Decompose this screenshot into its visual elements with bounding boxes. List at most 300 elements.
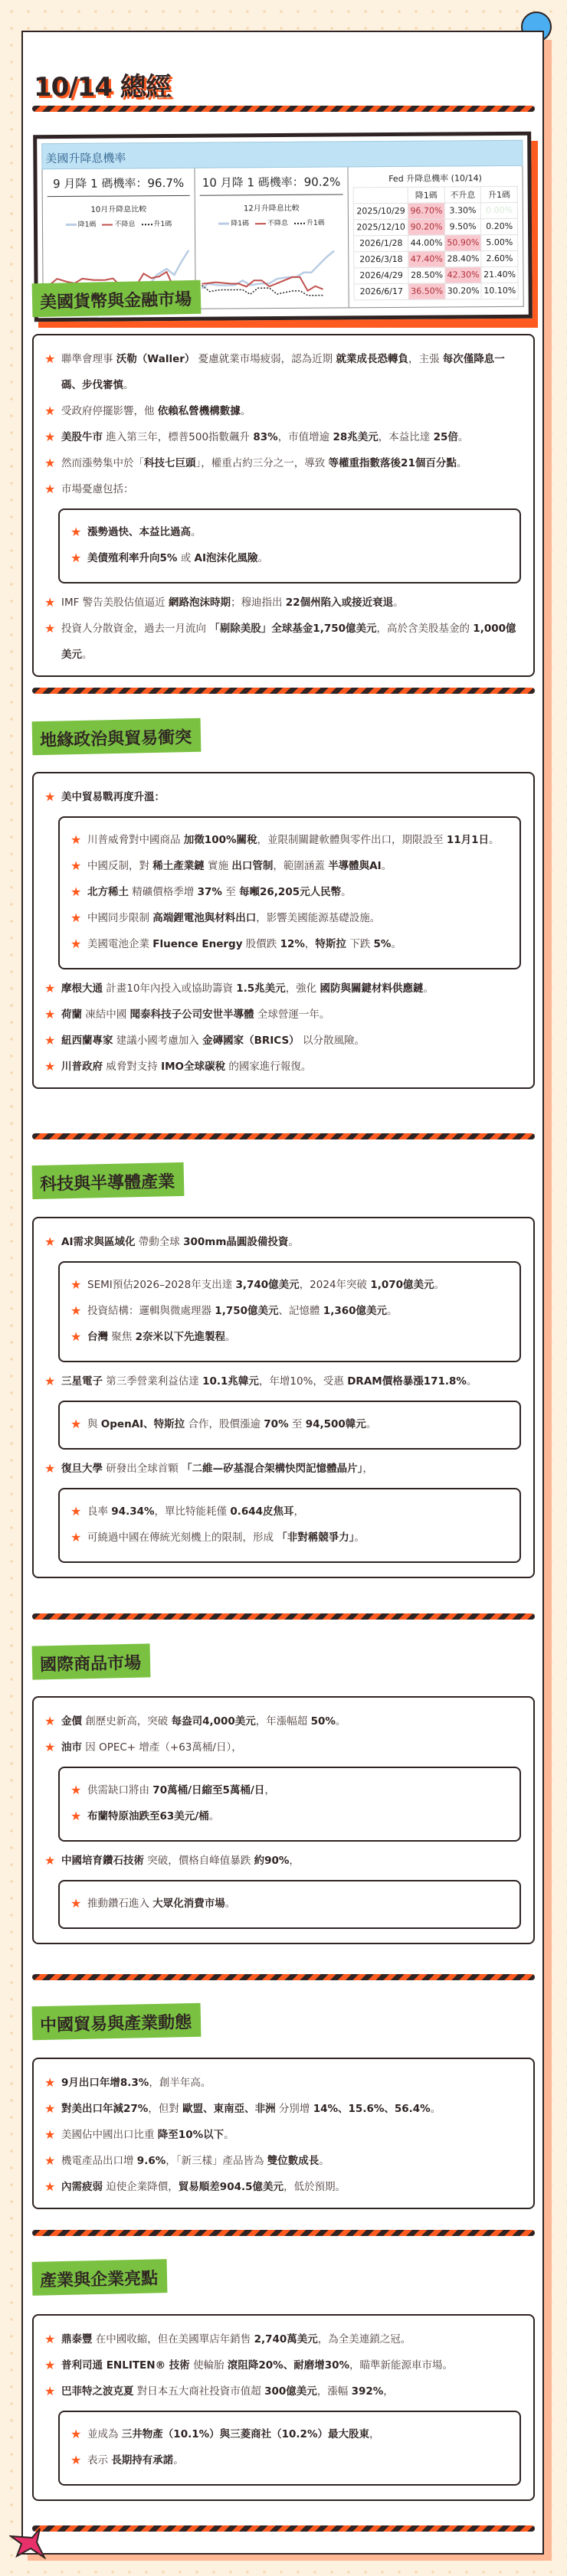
emphasis-text: 網路泡沫時期 xyxy=(168,597,231,609)
emphasis-text: OpenAI、特斯拉 xyxy=(100,1418,185,1430)
table-cell: 28.50% xyxy=(408,267,445,283)
legend-hold: 不降息 xyxy=(255,217,288,227)
body-text: 。 xyxy=(123,379,134,391)
section-title-corporate: 產業與企業亮點 xyxy=(32,2259,168,2296)
emphasis-text: 稀土產業鏈 xyxy=(152,860,205,872)
table-cell: 2026/1/28 xyxy=(354,235,408,251)
body-text: 可繞過中國在傳統光刻機上的限制，形成 xyxy=(87,1532,277,1544)
list-item xyxy=(70,1803,509,1829)
table-cell: 47.40% xyxy=(408,251,445,267)
body-text: 投資結構：邏輯與微處理器 xyxy=(87,1305,215,1317)
body-text: 良率 xyxy=(87,1505,112,1518)
body-text: 。 xyxy=(288,1236,299,1248)
emphasis-text: 12% xyxy=(280,938,305,950)
list-item xyxy=(44,346,521,398)
body-text: 對日本五大商社投資市值超 xyxy=(133,2385,265,2398)
body-text: ，2024年突破 xyxy=(299,1279,371,1291)
body-text: 。 xyxy=(457,431,469,443)
list-item xyxy=(44,1002,521,1028)
emphasis-text: 37% xyxy=(197,886,222,898)
body-text: ，主張 xyxy=(408,353,443,365)
emphasis-text: 3,740億美元 xyxy=(235,1279,300,1291)
list-item xyxy=(44,450,521,476)
star-icon: ★ xyxy=(70,1504,82,1518)
body-text: 建議小國考慮加入 xyxy=(113,1035,203,1047)
body-text: 。 xyxy=(434,1279,445,1291)
emphasis-text: 對美出口年減27% xyxy=(61,2103,149,2115)
table-cell: 0.00% xyxy=(481,202,518,218)
list-item xyxy=(70,931,509,957)
stripe-divider xyxy=(32,2525,535,2532)
emphasis-text: 2,740萬美元 xyxy=(254,2333,318,2346)
section-box-tech xyxy=(32,1217,535,1578)
nested-list-box xyxy=(58,816,521,969)
body-text: 。 xyxy=(335,1715,346,1728)
body-text: 凍結中國 xyxy=(82,1008,130,1021)
column-header: 降1碼 xyxy=(408,187,444,203)
emphasis-text: 50% xyxy=(310,1715,336,1728)
body-text: 。 xyxy=(225,1898,236,1910)
emphasis-text: 83% xyxy=(253,431,278,443)
list-item xyxy=(70,853,509,879)
fed-probability-table-panel xyxy=(348,166,523,309)
list-item xyxy=(44,2122,521,2148)
table-cell: 0.20% xyxy=(481,218,518,234)
body-text: 。 xyxy=(430,2103,441,2115)
list-item xyxy=(44,1054,521,1080)
body-text: 。 xyxy=(387,1305,398,1317)
body-text: ，漲幅 xyxy=(316,2385,352,2398)
body-text: ，瞄準新能源車市場。 xyxy=(349,2359,454,2372)
emphasis-text: 1,360億美元 xyxy=(323,1305,387,1317)
star-icon: ★ xyxy=(44,1059,56,1074)
emphasis-text: 高端鋰電池與材料出口 xyxy=(152,912,257,924)
emphasis-text: 三星電子 xyxy=(61,1375,103,1388)
list-item xyxy=(44,1708,521,1734)
body-text: 」，權重占約三分之一，導致 xyxy=(195,457,329,469)
body-text: ， xyxy=(289,1855,300,1867)
star-icon: ★ xyxy=(44,1374,56,1388)
emphasis-text: 2奈米以下先進製程 xyxy=(135,1331,225,1343)
body-text: 研發出全球首顆 xyxy=(103,1463,182,1475)
body-text: 受政府停擺影響，他 xyxy=(61,405,158,417)
emphasis-text: 金價 xyxy=(61,1715,82,1728)
emphasis-text: 9月出口年增8.3% xyxy=(61,2077,149,2089)
section-box-us-monetary xyxy=(32,334,535,677)
star-icon: ★ xyxy=(70,910,82,925)
emphasis-text: AI泡沫化風險 xyxy=(194,552,258,564)
body-text: 。 xyxy=(173,2454,184,2466)
emphasis-text: 降至10%以下 xyxy=(157,2129,225,2141)
emphasis-text: 「剔除美股」全球基金1,750億美元 xyxy=(209,623,377,635)
emphasis-text: 布蘭特原油跌至63美元/桶 xyxy=(87,1810,209,1822)
emphasis-text: 巴菲特之波克夏 xyxy=(61,2385,134,2398)
fed-probability-table xyxy=(352,169,518,300)
emphasis-text: 1,070億美元 xyxy=(370,1279,434,1291)
body-text: 。 xyxy=(224,2129,234,2141)
emphasis-text: 就業成長恐轉負 xyxy=(336,353,408,365)
list-item xyxy=(44,1456,521,1482)
emphasis-text: DRAM價格暴漲171.8% xyxy=(347,1375,467,1388)
emphasis-text: 紐西蘭專家 xyxy=(61,1035,113,1047)
body-text: ，單比特能耗僅 xyxy=(154,1505,231,1518)
emphasis-text: 392% xyxy=(351,2385,384,2398)
emphasis-text: 出口管制 xyxy=(231,860,274,872)
body-text: 川普威脅對中國商品 xyxy=(87,834,184,846)
emphasis-text: 28兆美元 xyxy=(333,431,379,443)
emphasis-text: 科技七巨頭 xyxy=(144,457,196,469)
list-item xyxy=(44,1848,521,1874)
body-text: ，並限制關鍵軟體與零件出口，期限設至 xyxy=(257,834,447,846)
emphasis-text: 加徵100%關稅 xyxy=(183,834,257,846)
body-text: 聯準會理事 xyxy=(61,353,116,365)
nested-list-box xyxy=(58,1261,521,1362)
emphasis-text: 「二維—矽基混合架構快閃記憶體晶片」 xyxy=(182,1463,363,1475)
list-item xyxy=(70,1272,509,1298)
star-icon: ★ xyxy=(44,1740,56,1754)
chart-legend xyxy=(200,217,343,227)
emphasis-text: 復旦大學 xyxy=(61,1463,103,1475)
body-text: ，影響美國能源基礎設施。 xyxy=(256,912,381,924)
section-title-geopolitics: 地緣政治與貿易衝突 xyxy=(32,718,202,756)
body-text: 以分散風險。 xyxy=(299,1035,365,1047)
list-item xyxy=(70,1298,509,1324)
nested-list-box xyxy=(58,1880,521,1929)
table-header-row xyxy=(353,186,517,203)
body-text: 表示 xyxy=(87,2454,112,2466)
emphasis-text: 北方稀土 xyxy=(87,886,129,898)
emphasis-text: 雙位數成長 xyxy=(267,2155,320,2167)
emphasis-text: 美中貿易戰再度升溫： xyxy=(61,791,165,803)
star-icon: ★ xyxy=(70,2453,82,2467)
star-icon: ★ xyxy=(44,2384,56,2398)
body-text: ， xyxy=(304,938,316,950)
stripe-divider xyxy=(32,688,535,694)
emphasis-text: 約90% xyxy=(254,1855,290,1867)
body-text: 因 OPEC+ 增產（+63萬桶/日）， xyxy=(82,1741,242,1754)
list-item xyxy=(70,1525,509,1551)
emphasis-text: 沃勒（Waller） xyxy=(116,353,195,365)
emphasis-text: 油市 xyxy=(61,1741,82,1754)
body-text: ， xyxy=(369,2428,380,2440)
star-icon: ★ xyxy=(44,1234,56,1249)
emphasis-text: 長期持有承諾 xyxy=(111,2454,174,2466)
list-item xyxy=(70,519,509,545)
body-text: 。 xyxy=(341,886,352,898)
body-text: 中國同步限制 xyxy=(87,912,153,924)
table-cell: 2025/12/10 xyxy=(353,219,408,235)
emphasis-text: 貿易順差904.5億美元 xyxy=(178,2181,284,2193)
list-item xyxy=(44,1028,521,1054)
list-item xyxy=(70,1411,509,1437)
body-text: 市場憂慮包括： xyxy=(61,483,134,495)
list-item xyxy=(44,2378,521,2404)
table-cell: 50.90% xyxy=(444,234,481,250)
body-text: ，創半年高。 xyxy=(149,2077,211,2089)
star-icon: ★ xyxy=(44,2358,56,2372)
emphasis-text: 1,000億美元 xyxy=(61,623,516,661)
list-item xyxy=(44,590,521,616)
list-item xyxy=(70,1324,509,1350)
table-cell: 21.40% xyxy=(481,266,518,283)
star-icon: ★ xyxy=(44,2127,56,2142)
table-row xyxy=(353,218,517,235)
list-item xyxy=(44,616,521,668)
list-item xyxy=(44,2326,521,2352)
list-item xyxy=(70,1891,509,1917)
table-cell: 90.20% xyxy=(408,219,445,235)
emphasis-text: 300mm晶圓設備投資 xyxy=(183,1236,289,1248)
list-item xyxy=(44,476,521,502)
body-text: 。 xyxy=(393,597,404,609)
nested-list-box xyxy=(58,508,521,584)
section-box-geopolitics xyxy=(32,772,535,1089)
emphasis-text: 鼎泰豐 xyxy=(61,2333,93,2346)
nested-list-box xyxy=(58,1401,521,1450)
body-text: 聚焦 xyxy=(108,1331,136,1343)
body-text: ，低於預期。 xyxy=(284,2181,346,2193)
list-item xyxy=(70,827,509,853)
emphasis-text: 10.1兆韓元 xyxy=(202,1375,259,1388)
body-text: 在中國收縮，但在美國單店年銷售 xyxy=(92,2333,254,2346)
list-item xyxy=(44,2070,521,2096)
section-title-tech: 科技與半導體產業 xyxy=(32,1162,185,1199)
list-item xyxy=(44,424,521,450)
list-item xyxy=(70,1499,509,1525)
body-text: 合作，股價漲逾 xyxy=(185,1418,264,1430)
body-text: 至 xyxy=(288,1418,306,1430)
table-cell: 44.00% xyxy=(408,235,445,251)
body-text: 下跌 xyxy=(346,938,374,950)
section-box-china-trade xyxy=(32,2058,535,2209)
star-icon: ★ xyxy=(44,2101,56,2116)
emphasis-text: 70萬桶/日縮至5萬桶/日 xyxy=(152,1784,265,1796)
body-text: 進入第三年，標普500指數飆升 xyxy=(103,431,254,443)
legend-hike: 升1碼 xyxy=(141,218,172,228)
emphasis-text: 每次僅降息一碼、步伐審慎 xyxy=(61,353,505,391)
star-icon: ★ xyxy=(70,1277,82,1292)
star-icon: ★ xyxy=(70,1417,82,1431)
emphasis-text: 每盎司4,000美元 xyxy=(171,1715,256,1728)
emphasis-text: 1.5兆美元 xyxy=(236,982,286,995)
emphasis-text: AI需求與區域化 xyxy=(61,1236,136,1248)
star-icon: ★ xyxy=(44,2075,56,2090)
page-title: 10/14 總經 xyxy=(34,72,171,103)
emphasis-text: IMO全球碳稅 xyxy=(161,1061,226,1073)
table-cell: 2026/3/18 xyxy=(354,251,408,267)
star-icon: ★ xyxy=(44,789,56,804)
chart-december xyxy=(195,167,349,309)
table-cell: 2.60% xyxy=(481,250,518,266)
body-text: 投資人分散資金，過去一月流向 xyxy=(61,623,210,635)
nested-list-box xyxy=(58,2411,521,2486)
list-item xyxy=(44,2148,521,2174)
list-item xyxy=(44,2096,521,2122)
body-text: ，但對 xyxy=(148,2103,183,2115)
star-icon: ★ xyxy=(44,1007,56,1022)
star-icon: ★ xyxy=(70,1809,82,1823)
body-text: 然而漲勢集中於「 xyxy=(61,457,144,469)
body-text: IMF 警告美股估值逼近 xyxy=(61,597,169,609)
body-text: 精礦價格季增 xyxy=(129,886,198,898)
column-header: 不升息 xyxy=(444,186,481,202)
star-icon: ★ xyxy=(44,456,56,470)
table-row xyxy=(353,202,517,219)
star-icon: ★ xyxy=(70,525,82,539)
star-icon: ★ xyxy=(70,2427,82,2441)
star-icon: ★ xyxy=(44,1853,56,1868)
body-text: ，市值增逾 xyxy=(277,431,333,443)
line-chart xyxy=(200,241,343,303)
chart-headline: 10 月降 1 碼機率：90.2% xyxy=(199,170,342,195)
body-text: 或 xyxy=(177,552,195,564)
stripe-divider xyxy=(32,2230,535,2236)
emphasis-text: 1,750億美元 xyxy=(215,1305,279,1317)
emphasis-text: 每噸26,205元人民幣 xyxy=(239,886,342,898)
emphasis-text: 94.34% xyxy=(111,1505,155,1518)
body-text: 。 xyxy=(466,1375,477,1388)
list-item xyxy=(70,2421,509,2447)
list-item xyxy=(44,2174,521,2200)
list-item xyxy=(44,398,521,424)
emphasis-text: 等權重指數落後21個百分點 xyxy=(328,457,457,469)
star-icon: ★ xyxy=(70,858,82,873)
star-icon: ★ xyxy=(70,1303,82,1318)
table-row xyxy=(354,234,518,251)
column-header xyxy=(353,187,408,203)
body-text: 。 xyxy=(381,860,392,872)
body-text: ， xyxy=(264,1784,275,1796)
star-icon: ★ xyxy=(44,351,56,366)
chart-subtitle: 10月升降息比較 xyxy=(90,205,147,214)
table-cell: 3.30% xyxy=(444,202,481,218)
star-icon: ★ xyxy=(44,404,56,418)
star-icon: ★ xyxy=(70,1783,82,1797)
body-text: 迫使企業降價， xyxy=(103,2181,179,2193)
stripe-divider xyxy=(32,1133,535,1139)
emphasis-text: 9.6% xyxy=(136,2155,166,2167)
body-text: 與 xyxy=(87,1418,101,1430)
emphasis-text: 普利司通 ENLITEN® 技術 xyxy=(61,2359,190,2372)
emphasis-text: 聞泰科技子公司安世半導體 xyxy=(129,1008,254,1021)
table-cell: 96.70% xyxy=(408,203,445,219)
body-text: 帶動全球 xyxy=(135,1236,184,1248)
body-text: 推動鑽石進入 xyxy=(87,1898,153,1910)
chart-headline: 9 月降 1 碼機率：96.7% xyxy=(47,172,189,197)
star-icon: ★ xyxy=(70,1530,82,1545)
decorative-star-icon xyxy=(9,2527,46,2559)
body-text: 供需缺口將由 xyxy=(87,1784,153,1796)
body-text: SEMI預估2026–2028年支出達 xyxy=(87,1279,236,1291)
body-text: 使輪胎 xyxy=(189,2359,228,2372)
emphasis-text: 川普政府 xyxy=(61,1061,103,1073)
star-icon: ★ xyxy=(44,595,56,610)
chart-subtitle: 12月升降息比較 xyxy=(243,204,300,214)
star-icon: ★ xyxy=(70,551,82,565)
body-text: 。 xyxy=(82,649,93,661)
body-text: 。 xyxy=(456,457,467,469)
emphasis-text: 22個州陷入或接近衰退 xyxy=(285,597,394,609)
star-icon: ★ xyxy=(44,2179,56,2194)
list-item xyxy=(70,905,509,931)
list-item xyxy=(70,879,509,905)
list-item xyxy=(44,976,521,1002)
section-title-commodities: 國際商品市場 xyxy=(32,1643,151,1679)
star-icon: ★ xyxy=(44,621,56,636)
star-icon: ★ xyxy=(44,1461,56,1476)
emphasis-text: 金磚國家（BRICS） xyxy=(202,1035,300,1047)
table-cell: 9.50% xyxy=(444,218,481,234)
body-text: 。 xyxy=(391,938,401,950)
list-item xyxy=(70,1777,509,1803)
body-text: 美國佔中國出口比重 xyxy=(61,2129,158,2141)
star-icon: ★ xyxy=(70,937,82,951)
emphasis-text: 美股牛市 xyxy=(61,431,103,443)
emphasis-text: 94,500韓元 xyxy=(305,1418,366,1430)
body-text: 。 xyxy=(489,834,500,846)
emphasis-text: 美債殖利率升向5% xyxy=(87,552,178,564)
nested-list-box xyxy=(58,1488,521,1563)
stripe-divider xyxy=(32,1613,535,1620)
body-text: ， xyxy=(383,2385,394,2398)
emphasis-text: 0.644皮焦耳 xyxy=(230,1505,294,1518)
body-text: 。 xyxy=(240,405,251,417)
emphasis-text: 內需疲弱 xyxy=(61,2181,103,2193)
legend-cut: 降1碼 xyxy=(218,217,249,227)
emphasis-text: 大眾化消費市場 xyxy=(152,1898,225,1910)
body-text: 突破，價格自峰值暴跌 xyxy=(144,1855,254,1867)
star-icon: ★ xyxy=(44,1033,56,1048)
star-icon: ★ xyxy=(70,884,82,899)
list-item xyxy=(70,545,509,571)
body-text: 。 xyxy=(423,982,434,995)
star-icon: ★ xyxy=(44,2332,56,2346)
star-icon: ★ xyxy=(44,482,56,496)
body-text: ，「新三樣」產品皆為 xyxy=(166,2155,267,2167)
body-text: 憂慮就業市場疲弱，認為近期 xyxy=(195,353,336,365)
list-item xyxy=(70,2447,509,2473)
emphasis-text: 5% xyxy=(373,938,392,950)
emphasis-text: 滾阻降20%、耐磨增30% xyxy=(227,2359,350,2372)
image-header: 美國升降息機率 xyxy=(41,140,523,169)
nested-list-box xyxy=(58,1767,521,1842)
star-icon: ★ xyxy=(44,430,56,444)
body-text: ，本益比達 xyxy=(378,431,434,443)
list-item xyxy=(44,1734,521,1760)
section-box-commodities xyxy=(32,1696,535,1944)
body-text: 威脅對支持 xyxy=(103,1061,162,1073)
emphasis-text: 14%、15.6%、56.4% xyxy=(313,2103,431,2115)
table-row xyxy=(354,283,518,299)
star-icon: ★ xyxy=(44,981,56,995)
content-card xyxy=(21,31,544,2555)
column-header: 升1碼 xyxy=(481,186,518,202)
list-item xyxy=(44,1229,521,1255)
emphasis-text: 70% xyxy=(264,1418,289,1430)
table-row xyxy=(354,250,518,267)
table-caption: Fed 升降息機率 (10/14) xyxy=(388,172,482,184)
body-text: 美國電池企業 xyxy=(87,938,153,950)
legend-hike: 升1碼 xyxy=(294,217,325,227)
emphasis-text: 特斯拉 xyxy=(315,938,346,950)
body-text: ， xyxy=(293,1505,305,1518)
body-text: 創歷史新高，突破 xyxy=(82,1715,172,1728)
body-text: ；穆迪指出 xyxy=(230,597,286,609)
star-icon: ★ xyxy=(70,832,82,847)
body-text: 股價跌 xyxy=(242,938,280,950)
body-text: 第三季營業利益估達 xyxy=(103,1375,203,1388)
body-text: ，強化 xyxy=(285,982,320,995)
